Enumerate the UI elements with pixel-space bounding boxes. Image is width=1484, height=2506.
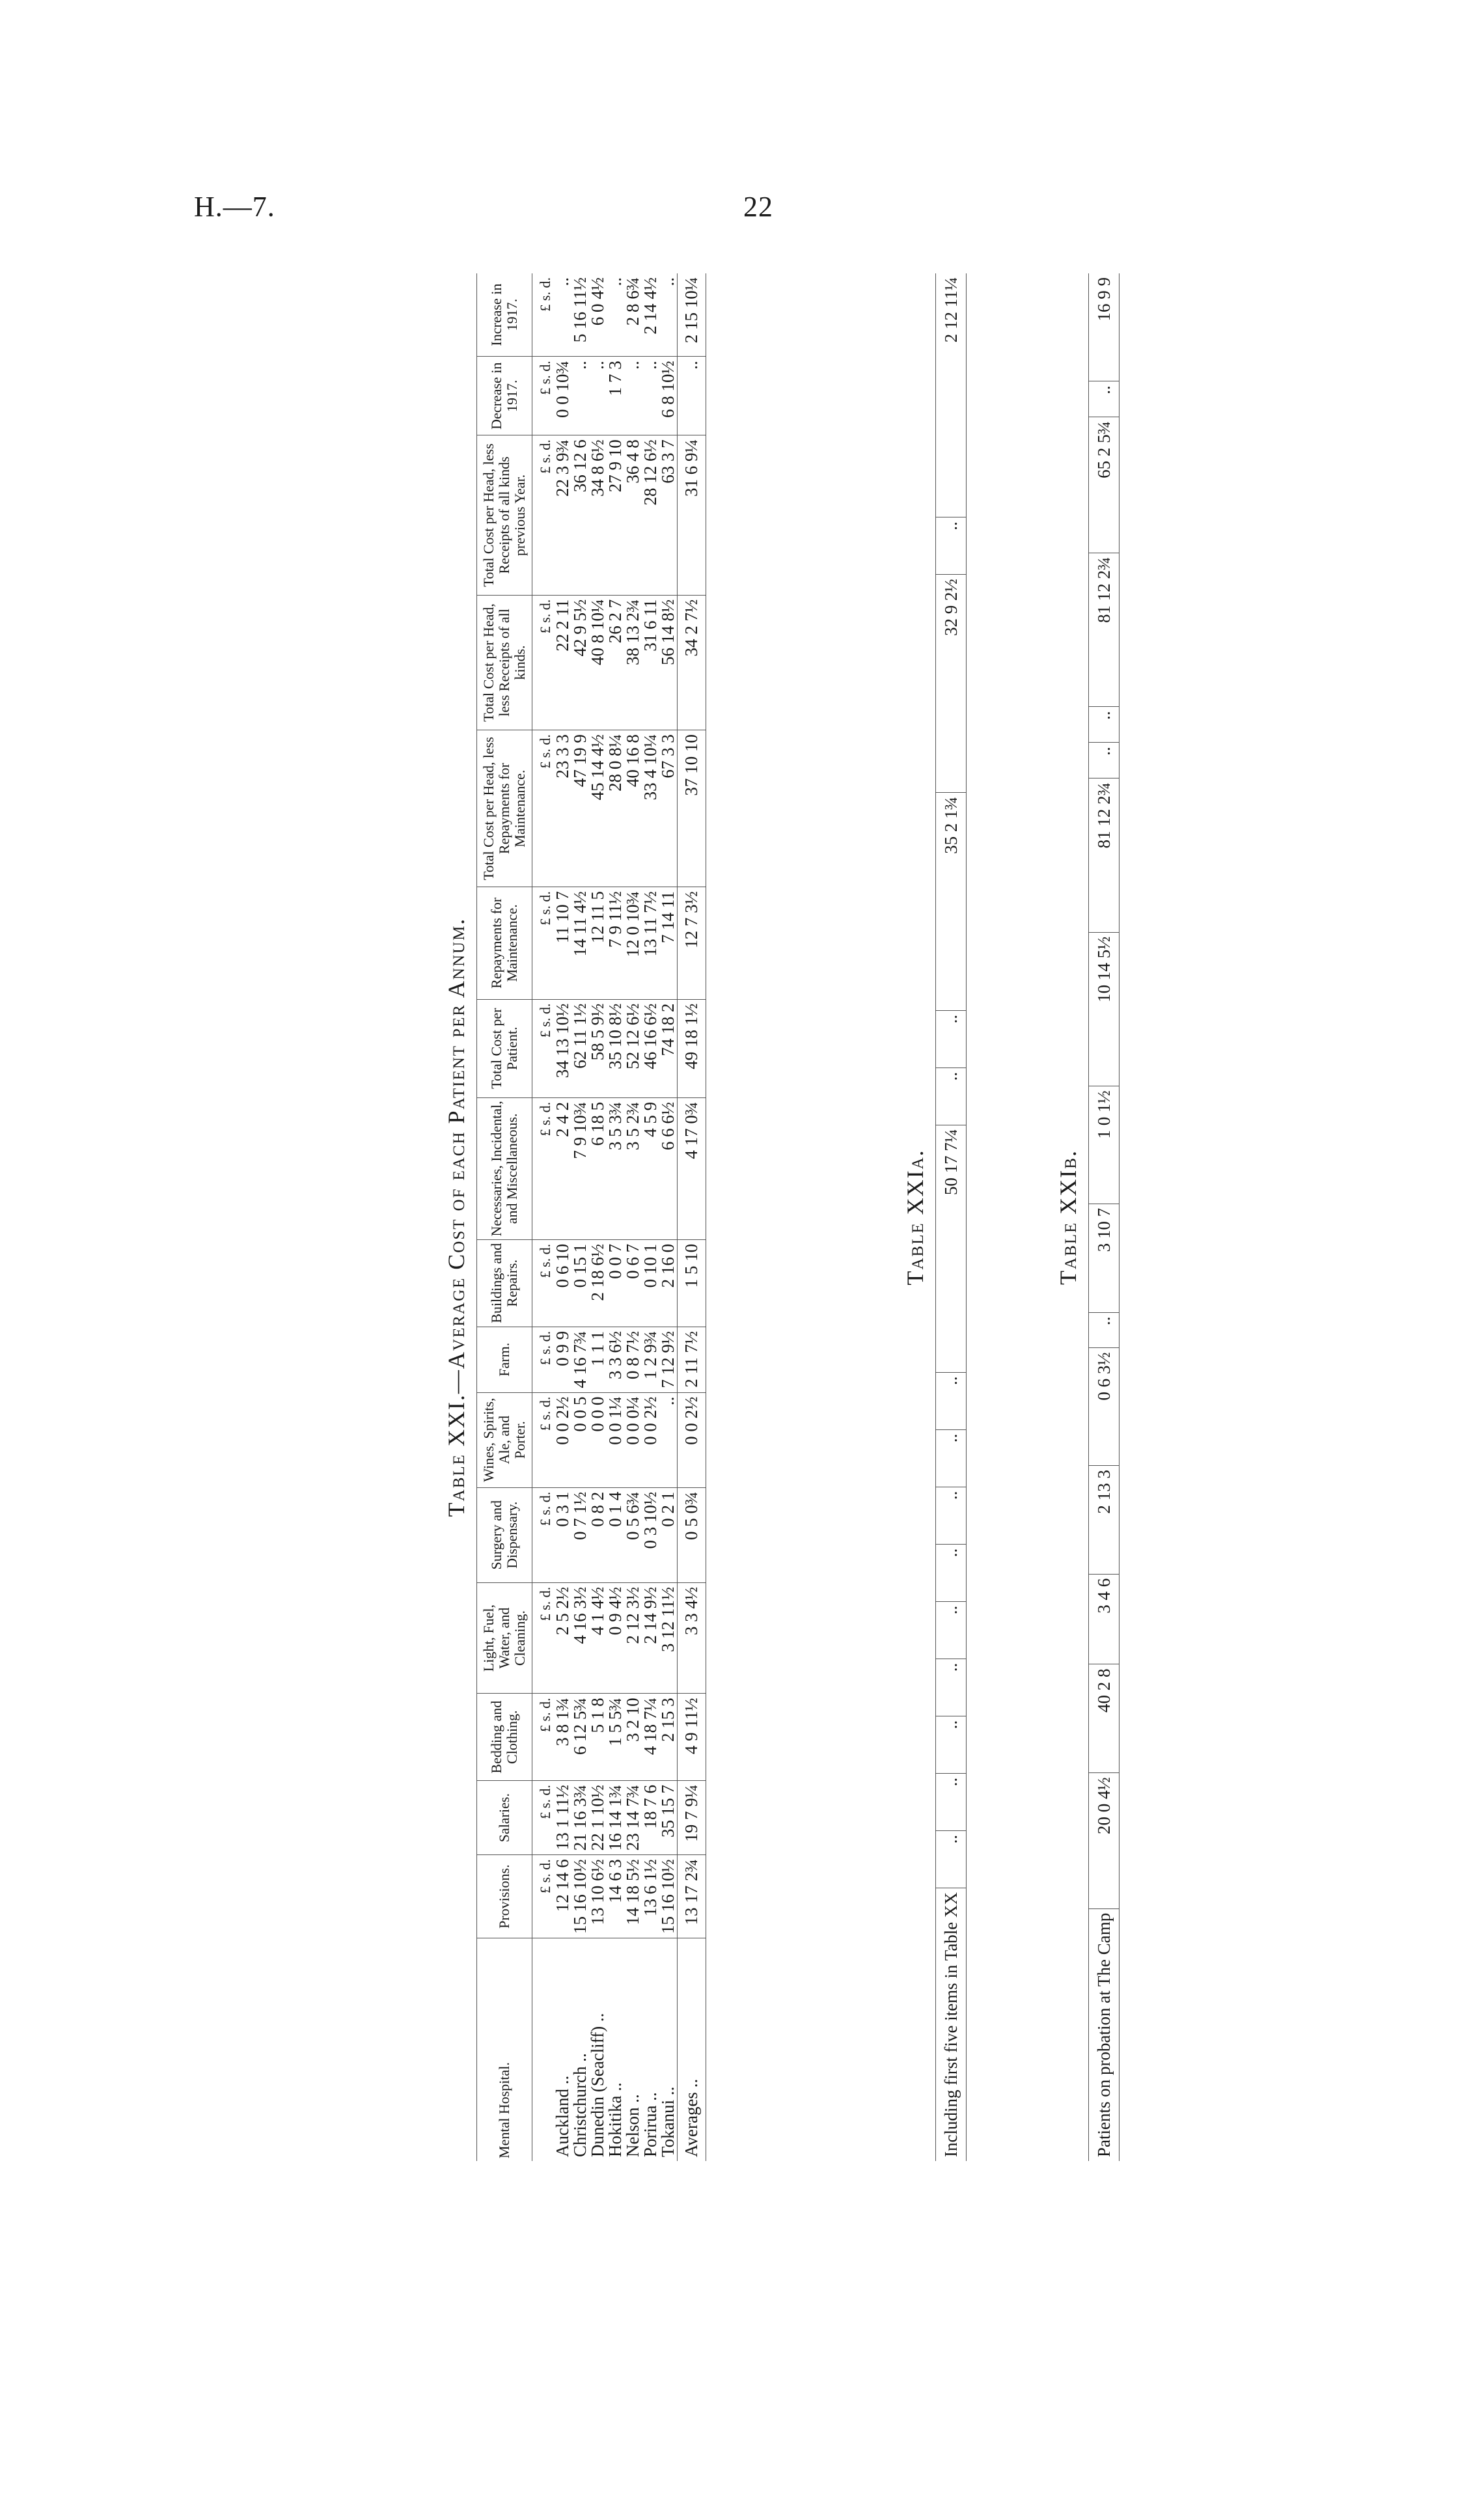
table-cell: 10 14 5½ bbox=[1089, 932, 1120, 1086]
row-label: Porirua .. bbox=[642, 1938, 659, 2162]
table-cell: £ s. d. bbox=[532, 1781, 555, 1855]
table-cell: 21 16 3¾ bbox=[571, 1781, 589, 1855]
table-cell: 0 5 6¾ bbox=[624, 1487, 642, 1582]
table-cell: 0 5 0¾ bbox=[678, 1487, 706, 1582]
table-cell: 13 17 2¾ bbox=[678, 1855, 706, 1938]
table-row bbox=[624, 273, 642, 2161]
table-cell: £ s. d. bbox=[532, 357, 555, 435]
table-cell: 81 12 2¾ bbox=[1089, 553, 1120, 707]
table-cell: 0 10 1 bbox=[642, 1239, 659, 1327]
table-cell: £ s. d. bbox=[532, 1855, 555, 1938]
table-cell: 14 6 3 bbox=[607, 1855, 624, 1938]
column-header: Increase in 1917. bbox=[477, 273, 532, 357]
table-cell: 15 16 10½ bbox=[659, 1855, 678, 1938]
table-cell: .. bbox=[1089, 381, 1120, 417]
table-cell: .. bbox=[571, 357, 589, 435]
table-cell: 0 0 10¾ bbox=[554, 357, 571, 435]
table-cell: 12 11 5 bbox=[589, 887, 607, 999]
table-cell: .. bbox=[1089, 707, 1120, 743]
table-cell: 2 14 4½ bbox=[640, 277, 660, 335]
table-cell: 4 18 7¼ bbox=[642, 1694, 659, 1781]
column-header: Total Cost per Head, less Repayments for Maintenance. bbox=[477, 730, 532, 887]
table-xxia bbox=[935, 273, 967, 2161]
table-cell: 74 18 2 bbox=[659, 999, 678, 1097]
table-cell: 0 1 4 bbox=[607, 1487, 624, 1582]
table-cell: £ s. d. bbox=[532, 887, 555, 999]
table-cell: 28 0 8¼ bbox=[607, 730, 624, 887]
column-header: Repayments for Maintenance. bbox=[477, 887, 532, 999]
table-cell: 12 14 6 bbox=[554, 1855, 571, 1938]
table-cell: 45 14 4½ bbox=[589, 730, 607, 887]
table-cell: 14 11 4½ bbox=[571, 887, 589, 999]
column-header: Provisions. bbox=[477, 1855, 532, 1938]
table-cell: .. bbox=[936, 1429, 967, 1487]
column-header: Light, Fuel, Water, and Cleaning. bbox=[477, 1582, 532, 1694]
table-cell: 38 13 2¾ bbox=[624, 595, 642, 730]
page-number: 22 bbox=[743, 191, 773, 223]
table-cell: 0 0 5 bbox=[571, 1392, 589, 1487]
table-cell: 52 12 6½ bbox=[624, 999, 642, 1097]
row-label: Dunedin (Seacliff) .. bbox=[589, 1938, 607, 2162]
table-cell: 81 12 2¾ bbox=[1089, 778, 1120, 933]
table-cell: 0 0 0¼ bbox=[624, 1392, 642, 1487]
table-cell: £ s. d. bbox=[532, 1582, 555, 1694]
table-cell: 13 6 1½ bbox=[642, 1855, 659, 1938]
table-cell: 4 5 9 bbox=[642, 1097, 659, 1239]
column-header: Mental Hospital. bbox=[477, 1938, 532, 2162]
table-cell: 62 11 1½ bbox=[571, 999, 589, 1097]
table-cell: .. bbox=[605, 277, 625, 286]
table-cell: 0 0 7 bbox=[607, 1239, 624, 1327]
table-cell: .. bbox=[936, 1601, 967, 1659]
table-cell: 28 12 6½ bbox=[642, 435, 659, 596]
table-cell: 34 13 10½ bbox=[554, 999, 571, 1097]
table-cell: 40 16 8 bbox=[624, 730, 642, 887]
table-cell: 26 2 7 bbox=[607, 595, 624, 730]
table-cell: 3 2 10 bbox=[624, 1694, 642, 1781]
table-body bbox=[1089, 273, 1120, 2161]
table-cell: 31 6 9¼ bbox=[678, 435, 706, 596]
table-cell: 0 9 9 bbox=[554, 1327, 571, 1392]
column-header: Buildings and Repairs. bbox=[477, 1239, 532, 1327]
table-cell: 27 9 10 bbox=[607, 435, 624, 596]
table-cell: 35 15 7 bbox=[659, 1781, 678, 1855]
table-cell: 2 14 9½ bbox=[642, 1582, 659, 1694]
row-label: Nelson .. bbox=[624, 1938, 642, 2162]
table-cell: 34 2 7½ bbox=[678, 595, 706, 730]
table-cell: 7 12 9½ bbox=[659, 1327, 678, 1392]
averages-row bbox=[678, 273, 706, 2161]
column-header: Total Cost per Head, less Receipts of all kinds. bbox=[477, 595, 532, 730]
table-cell: 49 18 1½ bbox=[678, 999, 706, 1097]
table-cell: 23 3 3 bbox=[554, 730, 571, 887]
table-cell: 35 10 8½ bbox=[607, 999, 624, 1097]
table-cell: 4 9 11½ bbox=[678, 1694, 706, 1781]
table-cell: 2 13 3 bbox=[1089, 1466, 1120, 1575]
table-cell: .. bbox=[936, 1830, 967, 1888]
table-cell: 2 11 7½ bbox=[678, 1327, 706, 1392]
table-cell: 2 18 6½ bbox=[589, 1239, 607, 1327]
table-cell: 22 2 11 bbox=[554, 595, 571, 730]
table-cell: 18 7 6 bbox=[642, 1781, 659, 1855]
table-cell: 0 6 10 bbox=[554, 1239, 571, 1327]
table-cell: 65 2 5¾ bbox=[1089, 417, 1120, 553]
table-cell: .. bbox=[936, 517, 967, 575]
table-cell: £ s. d. bbox=[532, 595, 555, 730]
table-cell: 0 3 1 bbox=[554, 1487, 571, 1582]
table-body bbox=[532, 273, 706, 2161]
table-cell: 4 1 4½ bbox=[589, 1582, 607, 1694]
table-row bbox=[554, 273, 571, 2161]
table-cell: .. bbox=[589, 357, 607, 435]
table-row bbox=[642, 273, 659, 2161]
table-cell: .. bbox=[936, 1372, 967, 1429]
table-cell: 33 4 10¼ bbox=[642, 730, 659, 887]
table-cell: .. bbox=[1089, 743, 1120, 778]
table-cell: 12 7 3½ bbox=[678, 887, 706, 999]
table-cell: £ s. d. bbox=[532, 1097, 555, 1239]
table-cell: 34 8 6½ bbox=[589, 435, 607, 596]
table-cell: .. bbox=[936, 1010, 967, 1067]
row-label: Tokanui .. bbox=[659, 1938, 678, 2162]
table-cell: 6 6 6½ bbox=[659, 1097, 678, 1239]
table-cell: 0 0 1¼ bbox=[607, 1392, 624, 1487]
table-cell: 20 0 4½ bbox=[1089, 1773, 1120, 1909]
table-cell: 31 6 11 bbox=[642, 595, 659, 730]
table-cell: 22 1 10½ bbox=[589, 1781, 607, 1855]
cost-table bbox=[476, 273, 706, 2161]
row-label: Christchurch .. bbox=[571, 1938, 589, 2162]
table-cell: 4 16 7¾ bbox=[571, 1327, 589, 1392]
table-title: Table XXI.—Average Cost of each Patient per Annum. bbox=[443, 917, 469, 1517]
table-cell: 3 5 3¾ bbox=[607, 1097, 624, 1239]
table-cell: £ s. d. bbox=[532, 1239, 555, 1327]
table-cell: 2 4 2 bbox=[554, 1097, 571, 1239]
column-header: Surgery and Dispensary. bbox=[477, 1487, 532, 1582]
row-label: Including first five items in Table XX bbox=[936, 1888, 967, 2161]
table-cell: 0 7 1½ bbox=[571, 1487, 589, 1582]
table-cell: 6 12 5¾ bbox=[571, 1694, 589, 1781]
table-cell: 67 3 3 bbox=[659, 730, 678, 887]
table-cell: 40 2 8 bbox=[1089, 1664, 1120, 1773]
table-cell: 3 5 2¾ bbox=[624, 1097, 642, 1239]
table-cell: 5 16 11½ bbox=[570, 277, 590, 343]
column-header: Wines, Spirits, Ale, and Porter. bbox=[477, 1392, 532, 1487]
table-cell: 3 3 4½ bbox=[678, 1582, 706, 1694]
units-row bbox=[532, 273, 555, 2161]
table-cell: 6 0 4½ bbox=[588, 277, 607, 326]
table-cell: .. bbox=[936, 1659, 967, 1716]
table-cell: 47 19 9 bbox=[571, 730, 589, 887]
table-cell: .. bbox=[642, 357, 659, 435]
table-cell: 0 8 7½ bbox=[624, 1327, 642, 1392]
table-title: Table XXIb. bbox=[1055, 1150, 1081, 1285]
table-cell: 0 15 1 bbox=[571, 1239, 589, 1327]
table-cell: 1 1 1 bbox=[589, 1327, 607, 1392]
table-cell: 50 17 7¼ bbox=[936, 1125, 967, 1372]
table-cell: 13 1 11½ bbox=[554, 1781, 571, 1855]
table-cell: 3 10 7 bbox=[1089, 1204, 1120, 1312]
header-row bbox=[477, 273, 532, 2161]
table-cell: 58 5 9½ bbox=[589, 999, 607, 1097]
table-cell: £ s. d. bbox=[532, 730, 555, 887]
table-cell: 1 7 3 bbox=[607, 357, 624, 435]
table-cell: 32 9 2½ bbox=[936, 575, 967, 793]
row-label: Averages .. bbox=[678, 1938, 706, 2162]
row-label bbox=[532, 1938, 555, 2162]
table-cell: £ s. d. bbox=[532, 1327, 555, 1392]
table-cell: 36 4 8 bbox=[624, 435, 642, 596]
table-cell: 2 16 0 bbox=[659, 1239, 678, 1327]
table-cell: .. bbox=[624, 357, 642, 435]
table-cell: 46 16 6½ bbox=[642, 999, 659, 1097]
row-label: Patients on probation at The Camp bbox=[1089, 1908, 1120, 2161]
table-cell: 0 8 2 bbox=[589, 1487, 607, 1582]
table-cell: 1 2 9¾ bbox=[642, 1327, 659, 1392]
table-body bbox=[936, 273, 967, 2161]
column-header: Total Cost per Head, less Receipts of all kinds previous Year. bbox=[477, 435, 532, 596]
table-cell: 15 16 10½ bbox=[571, 1855, 589, 1938]
table-row bbox=[936, 273, 967, 2161]
table-cell: 0 2 1 bbox=[659, 1487, 678, 1582]
table-cell: £ s. d. bbox=[532, 999, 555, 1097]
table-cell: .. bbox=[659, 1392, 678, 1487]
table-cell: £ s. d. bbox=[532, 1694, 555, 1781]
table-cell: 1 5 10 bbox=[678, 1239, 706, 1327]
table-row bbox=[1089, 273, 1120, 2161]
table-cell: 7 9 10¾ bbox=[571, 1097, 589, 1239]
table-cell: 23 14 7¾ bbox=[624, 1781, 642, 1855]
table-cell: 0 0 2½ bbox=[678, 1392, 706, 1487]
column-header: Salaries. bbox=[477, 1781, 532, 1855]
row-label: Auckland .. bbox=[554, 1938, 571, 2162]
table-cell: 1 0 1½ bbox=[1089, 1086, 1120, 1204]
table-cell: 0 6 7 bbox=[624, 1239, 642, 1327]
table-cell: 14 18 5½ bbox=[624, 1855, 642, 1938]
table-cell: £ s. d. bbox=[537, 277, 553, 312]
table-cell: 12 0 10¾ bbox=[624, 887, 642, 999]
column-header: Decrease in 1917. bbox=[477, 357, 532, 435]
row-label: Hokitika .. bbox=[607, 1938, 624, 2162]
table-cell: 16 9 9 bbox=[1089, 273, 1120, 381]
table-cell: .. bbox=[936, 1716, 967, 1773]
table-cell: 40 8 10¼ bbox=[589, 595, 607, 730]
table-row bbox=[571, 273, 589, 2161]
table-cell: £ s. d. bbox=[532, 435, 555, 596]
table-cell: 4 17 0¾ bbox=[678, 1097, 706, 1239]
table-cell: 1 5 5¾ bbox=[607, 1694, 624, 1781]
table-cell: 3 3 6½ bbox=[607, 1327, 624, 1392]
column-header: Total Cost per Patient. bbox=[477, 999, 532, 1097]
table-cell: 2 15 3 bbox=[659, 1694, 678, 1781]
table-cell: .. bbox=[1089, 1312, 1120, 1348]
table-cell: 0 0 2½ bbox=[554, 1392, 571, 1487]
table-cell: 0 6 3½ bbox=[1089, 1348, 1120, 1466]
column-header: Necessaries, Incidental, and Miscellaneous. bbox=[477, 1097, 532, 1239]
table-cell: 0 0 2½ bbox=[642, 1392, 659, 1487]
table-cell: 3 8 1¾ bbox=[554, 1694, 571, 1781]
table-cell: 2 5 2½ bbox=[554, 1582, 571, 1694]
table-cell: 13 10 6½ bbox=[589, 1855, 607, 1938]
table-title: Table XXIa. bbox=[902, 1149, 928, 1286]
table-cell: 2 12 3½ bbox=[624, 1582, 642, 1694]
table-cell: 2 12 11¼ bbox=[936, 273, 967, 517]
table-cell: .. bbox=[553, 277, 572, 286]
table-cell: 35 2 1¾ bbox=[936, 793, 967, 1011]
table-cell: 19 7 9¼ bbox=[678, 1781, 706, 1855]
table-row bbox=[607, 273, 624, 2161]
table-cell: 6 8 10½ bbox=[659, 357, 678, 435]
table-xxib bbox=[1088, 273, 1120, 2161]
table-cell: 6 18 5 bbox=[589, 1097, 607, 1239]
table-cell: 7 14 11 bbox=[659, 887, 678, 999]
table-cell: 0 9 4½ bbox=[607, 1582, 624, 1694]
table-cell: 5 1 8 bbox=[589, 1694, 607, 1781]
table-cell: 7 9 11½ bbox=[607, 887, 624, 999]
column-header: Farm. bbox=[477, 1327, 532, 1392]
table-cell: .. bbox=[658, 277, 678, 286]
table-cell: 0 3 10½ bbox=[642, 1487, 659, 1582]
table-cell: 2 8 6¾ bbox=[623, 277, 642, 326]
table-cell: 16 14 1¾ bbox=[607, 1781, 624, 1855]
table-cell: £ s. d. bbox=[532, 1487, 555, 1582]
table-cell: 37 10 10 bbox=[678, 730, 706, 887]
table-cell: 13 11 7½ bbox=[642, 887, 659, 999]
table-cell: £ s. d. bbox=[532, 1392, 555, 1487]
table-cell: 56 14 8½ bbox=[659, 595, 678, 730]
table-xxib-block bbox=[1054, 273, 1120, 2161]
table-cell: 2 15 10¼ bbox=[678, 273, 706, 357]
table-cell: 42 9 5½ bbox=[571, 595, 589, 730]
table-cell: 4 16 3½ bbox=[571, 1582, 589, 1694]
table-xxia-block bbox=[901, 273, 967, 2161]
table-cell: .. bbox=[936, 1487, 967, 1544]
table-cell: 63 3 7 bbox=[659, 435, 678, 596]
table-cell: 36 12 6 bbox=[571, 435, 589, 596]
table-xxi-block bbox=[443, 273, 706, 2161]
table-cell: .. bbox=[936, 1067, 967, 1125]
table-row bbox=[659, 273, 678, 2161]
table-cell: 22 3 9¾ bbox=[554, 435, 571, 596]
column-header: Bedding and Clothing. bbox=[477, 1694, 532, 1781]
table-cell: 3 12 11½ bbox=[659, 1582, 678, 1694]
table-cell: 0 0 0 bbox=[589, 1392, 607, 1487]
table-cell: .. bbox=[678, 357, 706, 435]
table-cell: 11 10 7 bbox=[554, 887, 571, 999]
document-code: H.—7. bbox=[194, 191, 275, 223]
table-cell: .. bbox=[936, 1544, 967, 1601]
table-row bbox=[589, 273, 607, 2161]
table-cell: .. bbox=[936, 1773, 967, 1830]
table-cell: 3 4 6 bbox=[1089, 1574, 1120, 1664]
